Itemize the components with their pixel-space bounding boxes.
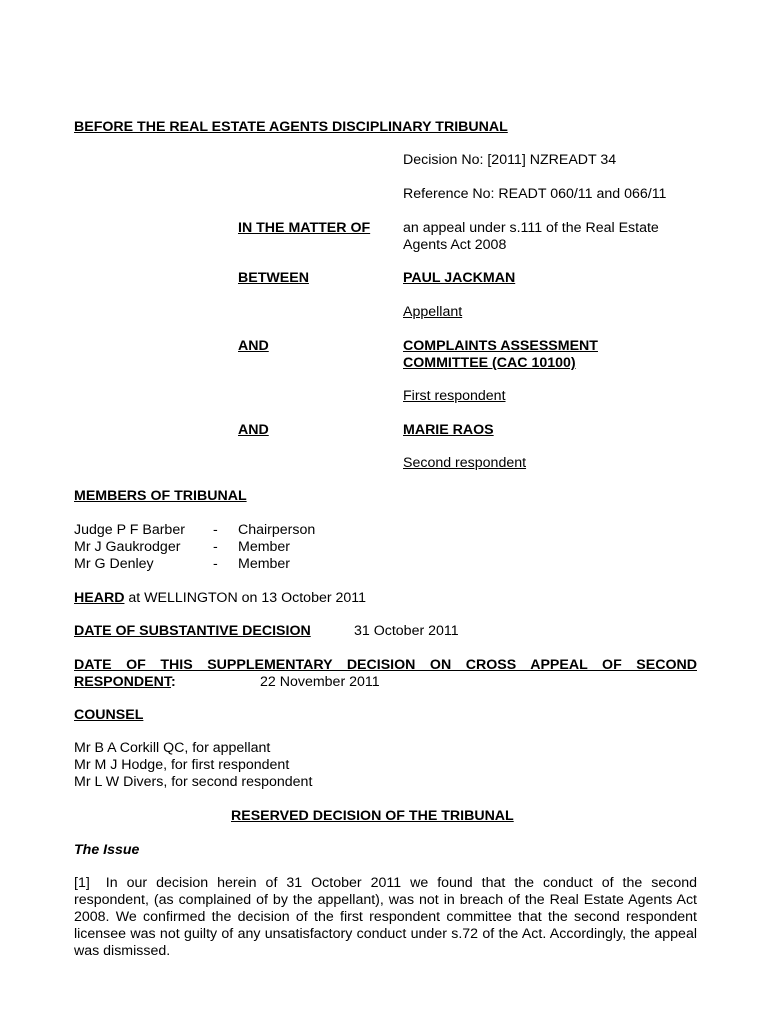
counsel-heading: COUNSEL	[74, 707, 144, 723]
member-role: Chairperson	[238, 522, 316, 538]
counsel-item: Mr L W Divers, for second respondent	[74, 774, 313, 790]
issue-heading: The Issue	[74, 842, 140, 858]
and-label-second: AND	[238, 422, 269, 438]
reference-number: Reference No: READT 060/11 and 066/11	[403, 186, 667, 202]
appellant-role: Appellant	[403, 304, 463, 320]
between-label: BETWEEN	[238, 270, 309, 286]
paragraph-text: In our decision herein of 31 October 2011 we found that the conduct of the second respondent, (as complained of by the appellant), was not in breach of the Real Estate Agents Act 2008. We confirmed the decision of the first respondent committee that the second respondent licensee was not guilty of any unsatisfactory conduct under s.72 of the Act. Accordingly, the appeal was dismissed.	[74, 875, 697, 959]
first-respondent-name-line1: COMPLAINTS ASSESSMENT	[403, 338, 598, 354]
heard-label: HEARD	[74, 590, 125, 606]
counsel-list	[74, 740, 312, 791]
supplementary-date: 22 November 2011	[260, 674, 380, 690]
first-respondent-role: First respondent	[403, 388, 506, 404]
paragraph-1	[74, 875, 697, 960]
counsel-item: Mr B A Corkill QC, for appellant	[74, 740, 271, 756]
heard-text: at WELLINGTON on 13 October 2011	[124, 590, 367, 606]
member-name: Mr G Denley	[74, 556, 154, 572]
first-respondent-name	[403, 338, 598, 372]
supplementary-colon: :	[170, 674, 176, 690]
substantive-decision-date: 31 October 2011	[354, 623, 459, 639]
member-dash: -	[213, 556, 218, 572]
members-heading: MEMBERS OF TRIBUNAL	[74, 488, 247, 504]
decision-title: RESERVED DECISION OF THE TRIBUNAL	[231, 808, 514, 824]
heard-line	[74, 590, 366, 607]
member-name: Judge P F Barber	[74, 522, 185, 538]
member-dash: -	[213, 539, 218, 555]
first-respondent-name-line2: COMMITTEE (CAC 10100)	[403, 355, 576, 371]
and-label-first: AND	[238, 338, 269, 354]
tribunal-heading: BEFORE THE REAL ESTATE AGENTS DISCIPLINARY TRIBUNAL	[74, 119, 508, 135]
decision-number: Decision No: [2011] NZREADT 34	[403, 152, 617, 168]
supplementary-label-line1: DATE OF THIS SUPPLEMENTARY DECISION ON CROSS APPEAL OF SECOND	[74, 657, 697, 673]
member-role: Member	[238, 539, 291, 555]
in-the-matter-label: IN THE MATTER OF	[238, 220, 371, 236]
substantive-decision-label: DATE OF SUBSTANTIVE DECISION	[74, 623, 311, 639]
member-name: Mr J Gaukrodger	[74, 539, 181, 555]
supplementary-respondent-label: RESPONDENT	[74, 674, 171, 690]
second-respondent-role: Second respondent	[403, 455, 527, 471]
member-role: Member	[238, 556, 291, 572]
counsel-item: Mr M J Hodge, for first respondent	[74, 757, 290, 773]
appellant-name: PAUL JACKMAN	[403, 270, 516, 286]
supplementary-label-line2	[74, 674, 176, 691]
second-respondent-name: MARIE RAOS	[403, 422, 494, 438]
member-dash: -	[213, 522, 218, 538]
paragraph-number: [1]	[74, 875, 90, 891]
in-the-matter-text: an appeal under s.111 of the Real Estate Agents Act 2008	[403, 220, 659, 253]
